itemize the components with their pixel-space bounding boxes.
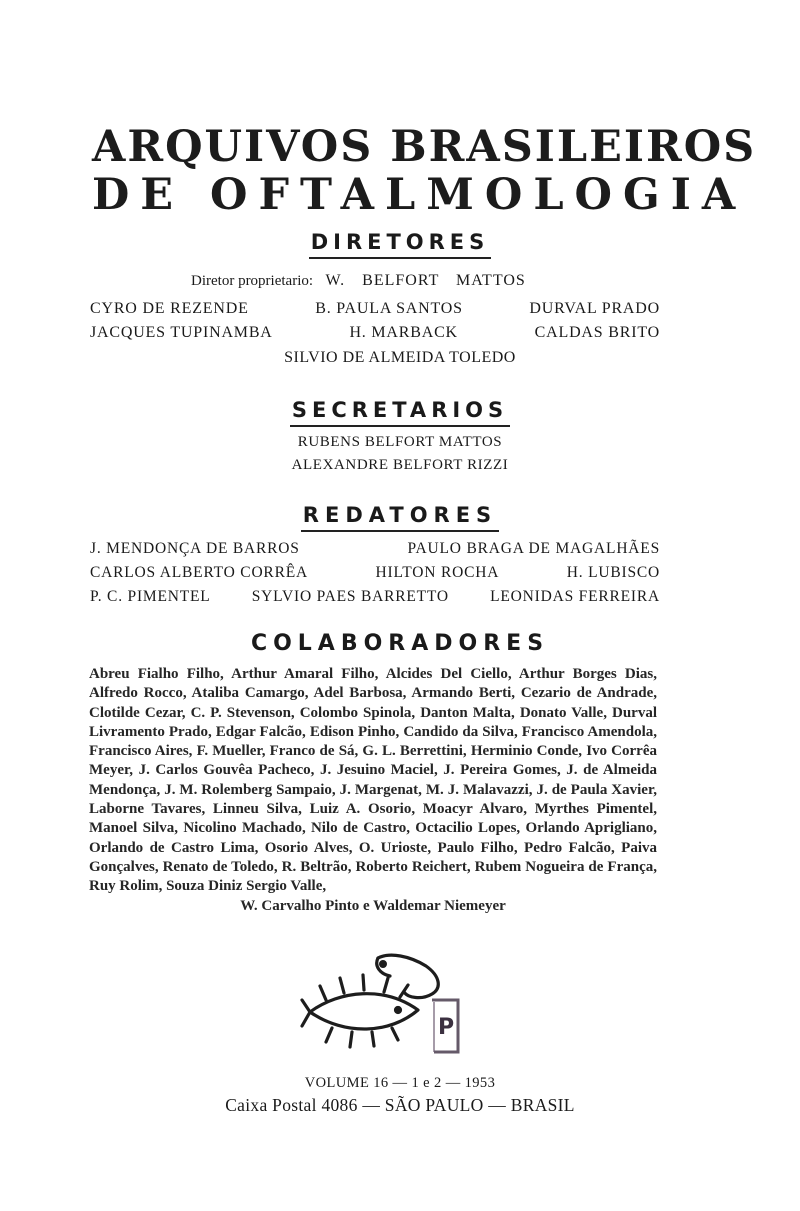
secretarios-heading-text: SECRETARIOS: [290, 398, 510, 427]
diretor-name: CYRO DE REZENDE: [90, 300, 249, 317]
redator-name: LEONIDAS FERREIRA: [490, 588, 660, 605]
diretores-row: [90, 300, 660, 322]
secretario-name: ALEXANDRE BELFORT RIZZI: [291, 457, 509, 473]
colaboradores-last-line: W. Carvalho Pinto e Waldemar Niemeyer: [240, 897, 506, 914]
redatores-row: [90, 588, 660, 610]
diretores-heading-text: DIRETORES: [309, 230, 492, 259]
colaboradores-text: Abreu Fialho Filho, Arthur Amaral Filho, Alcides Del Ciello, Arthur Borges Dias, Alfredo Rocco, Ataliba Camargo, Adel Barbosa, Armando Berti, Cezario de Andrade, Clotilde Cezar, C. P. Stevenson, Colombo Spinola, Danton Malta, Donato Valle, Durval Livramento Prado, Edgar Falcão, Edison Pinho, Candido da Silva, Francisco Amendola, Francisco Aires, F. Mueller, Franco de Sá, G. L. Berrettini, Herminio Conde, Ivo Corrêa Meyer, J. Carlos Gouvêa Pacheco, J. Jesuino Maciel, J. Pereira Gomes, J. de Almeida Mendonça, J. M. Rolemberg Sampaio, J. Margenat, M. J. Malavazzi, J. de Paula Xavier, Laborne Tavares, Linneu Silva, Luiz A. Osorio, Moacyr Alvaro, Myrthes Pimentel, Manoel Silva, Nicolino Machado, Nilo de Castro, Octacilio Lopes, Orlando Aprigliano, Orlando de Castro Lima, Osorio Alves, O. Urioste, Paulo Filho, Pedro Falcão, Paiva Gonçalves, Renato de Toledo, R. Beltrão, Roberto Reichert, Rubem Nogueira de França, Ruy Rolim, Souza Diniz Sergio Valle,: [89, 666, 657, 895]
secretarios-heading: [0, 398, 800, 427]
redator-name: J. MENDONÇA DE BARROS: [90, 540, 300, 557]
redator-name: H. LUBISCO: [566, 564, 660, 581]
redatores-heading-text: REDATORES: [301, 503, 499, 532]
redatores-heading: [0, 503, 800, 532]
diretor-name: DURVAL PRADO: [529, 300, 660, 317]
redatores-row: [90, 540, 664, 562]
redatores-row: [90, 564, 660, 586]
colaboradores-heading: [0, 631, 800, 659]
postal-address: Caixa Postal 4086 — SÃO PAULO — BRASIL: [225, 1095, 575, 1115]
colaboradores-list: [89, 665, 657, 916]
redator-name: HILTON ROCHA: [375, 564, 500, 581]
diretor-name: SILVIO DE ALMEIDA TOLEDO: [284, 349, 516, 366]
journal-title-line-1: ARQUIVOS BRASILEIROS: [92, 122, 757, 172]
redator-name: SYLVIO PAES BARRETTO: [251, 588, 449, 605]
diretores-row: [90, 324, 660, 346]
colaboradores-heading-text: COLABORADORES: [250, 631, 550, 656]
diretor-name: JACQUES TUPINAMBA: [90, 324, 273, 341]
redator-name: CARLOS ALBERTO CORRÊA: [90, 564, 308, 581]
secretario-name: RUBENS BELFORT MATTOS: [297, 434, 503, 450]
owner-name: W. BELFORT MATTOS: [325, 272, 526, 289]
volume-info: VOLUME 16 — 1 e 2 — 1953: [304, 1075, 496, 1091]
stamp-letter: P: [438, 1015, 455, 1040]
owner-label: Diretor proprietario:: [191, 273, 314, 289]
diretor-name: CALDAS BRITO: [534, 324, 660, 341]
diretores-heading: [0, 230, 800, 259]
journal-title-line-2: DE OFTALMOLOGIA: [92, 170, 747, 220]
redator-name: PAULO BRAGA DE MAGALHÃES: [407, 540, 660, 557]
fish-eye-emblem-icon: [300, 948, 470, 1060]
diretor-name: B. PAULA SANTOS: [315, 300, 463, 317]
owner-row: [191, 271, 526, 291]
diretor-name: H. MARBACK: [349, 324, 458, 341]
redator-name: P. C. PIMENTEL: [90, 588, 211, 605]
